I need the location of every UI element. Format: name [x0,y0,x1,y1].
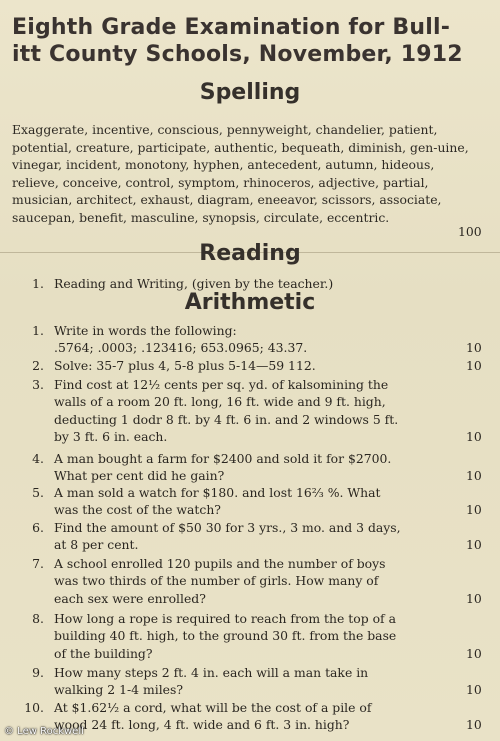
question-score: 10 [466,468,482,484]
question-line: building 40 ft. high, to the ground 30 ft. from the base [54,628,397,644]
exam-title [12,14,492,68]
question-line: deducting 1 dodr 8 ft. by 4 ft. 6 in. and 2 windows 5 ft. [54,411,399,427]
photo-credit: © Lew Rockwell [4,726,84,737]
spelling-score: 100 [458,224,482,239]
question-number: 3. [32,377,44,392]
question-line: wood 24 ft. long, 4 ft. wide and 6 ft. 3 in. high? [54,717,350,733]
question-text [54,450,454,485]
question-number: 6. [32,520,44,535]
question-score: 10 [466,590,482,606]
question-number: 5. [32,485,44,500]
spelling-word-list: Exaggerate, incentive, conscious, pennyweight, chandelier, patient, potential, creature, participate, authentic, bequeath, diminish, gen-uine, vinegar, incident, monotony, hyphen, antecedent, autumn, hideous, relieve, conceive, control, symptom, rhinoceros, adjective, partial, musician, architect, exhaust, diagram, eneeavor, scissors, associate, saucepan, benefit, masculine, synopsis, circulate, eccentric. [12,122,469,225]
question-score: 10 [466,340,482,356]
question-text [54,610,454,662]
question-line: Find the amount of $50 30 for 3 yrs., 3 mo. and 3 days, [54,520,401,535]
question-line: How many steps 2 ft. 4 in. each will a man take in [54,665,369,680]
question-line: A man bought a farm for $2400 and sold it for $2700. [54,451,392,466]
question-number: 2. [32,358,44,373]
question-number: 1. [32,323,44,338]
question-line: Solve: 35-7 plus 4, 5-8 plus 5-14—59 112. [54,358,316,373]
question-line: by 3 ft. 6 in. each. [54,429,168,445]
question-line: Write in words the following: [54,323,237,338]
reading-item-number: 1. [32,276,44,291]
question-line: At $1.62½ a cord, what will be the cost of a pile of [54,700,372,715]
question-text [54,357,454,374]
reading-item-text: Reading and Writing, (given by the teacher.) [54,276,334,291]
question-line: Find cost at 12½ cents per sq. yd. of kalsomining the [54,377,389,392]
reading-heading: Reading [199,241,301,266]
question-text [54,322,454,357]
question-text [54,664,454,699]
question-line: was two thirds of the number of girls. How many of [54,573,379,589]
question-line: each sex were enrolled? [54,590,206,606]
question-text [54,555,454,607]
question-score: 10 [466,429,482,445]
question-line: was the cost of the watch? [54,502,221,518]
question-number: 7. [32,556,44,571]
question-text [54,484,454,519]
question-line: walls of a room 20 ft. long, 16 ft. wide and 9 ft. high, [54,394,386,410]
spelling-heading: Spelling [199,80,301,105]
question-line: walking 2 1-4 miles? [54,682,184,698]
question-number: 8. [32,611,44,626]
question-score: 10 [466,682,482,698]
question-number: 9. [32,665,44,680]
question-text [54,519,454,554]
question-line: A man sold a watch for $180. and lost 16⅔ %. What [54,485,381,500]
question-line: What per cent did he gain? [54,468,225,484]
question-number: 10. [24,700,44,715]
question-text [54,699,454,734]
question-line: How long a rope is required to reach from the top of a [54,611,396,626]
question-line: of the building? [54,645,153,661]
exam-title-line-2: itt County Schools, November, 1912 [12,42,463,67]
question-text [54,376,454,446]
question-score: 10 [466,358,482,373]
question-score: 10 [466,717,482,733]
exam-title-line-1: Eighth Grade Examination for Bull- [12,15,451,40]
question-line: at 8 per cent. [54,537,139,553]
question-line: A school enrolled 120 pupils and the number of boys [54,556,386,571]
question-score: 10 [466,645,482,661]
question-number: 4. [32,451,44,466]
question-score: 10 [466,537,482,553]
question-line: .5764; .0003; .123416; 653.0965; 43.37. [54,340,308,356]
arithmetic-heading: Arithmetic [184,290,316,315]
question-score: 10 [466,502,482,518]
